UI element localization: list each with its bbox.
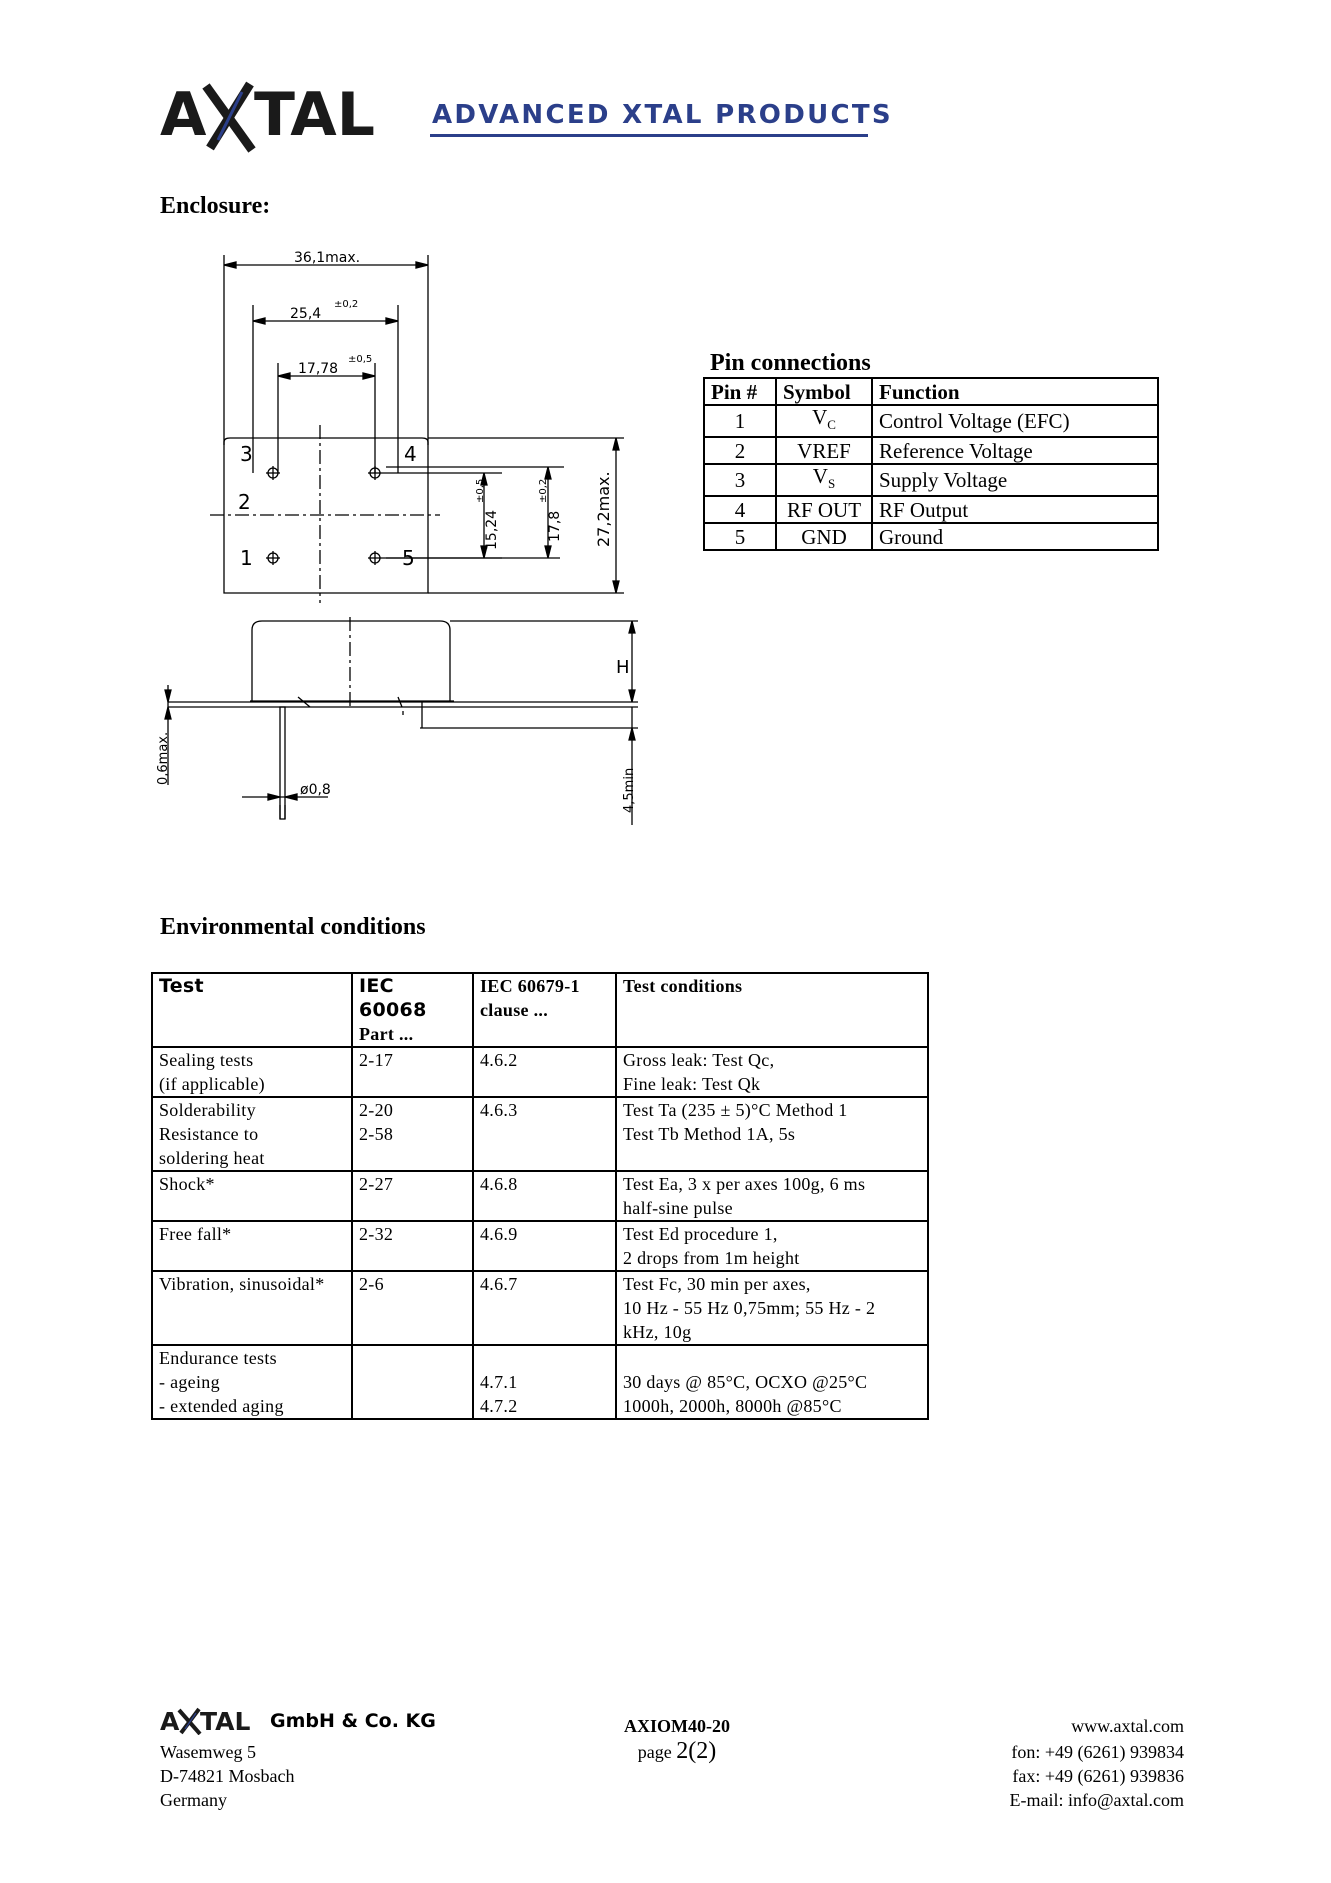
test-name: Vibration, sinusoidal* <box>152 1271 352 1345</box>
iec679-clause: 4.6.3 <box>473 1097 616 1171</box>
enclosure-drawing <box>150 245 670 825</box>
col-iec60679: IEC 60679-1 clause ... <box>473 973 616 1047</box>
dim-vpitch1-tol: ±0,5 <box>475 478 486 503</box>
pin-function: Supply Voltage <box>872 464 1158 496</box>
footer-page: page 2(2) <box>637 1738 717 1764</box>
enclosure-heading: Enclosure: <box>160 193 271 219</box>
dim-width-max: 36,1max. <box>294 250 361 266</box>
iec68-part: 2-32 <box>352 1221 473 1271</box>
pin-function: Control Voltage (EFC) <box>872 405 1158 437</box>
pin-symbol: $V_C$ <box>776 405 872 437</box>
test-conditions: Test Fc, 30 min per axes, 10 Hz - 55 Hz 0,75mm; 55 Hz - 2 kHz, 10g <box>616 1271 928 1345</box>
table-row <box>704 496 1158 523</box>
footer-country: Germany <box>160 1790 227 1810</box>
col-conditions: Test conditions <box>616 973 928 1047</box>
table-row <box>152 1221 928 1271</box>
test-conditions: Test Ta (235 ± 5)°C Method 1 Test Tb Method 1A, 5s <box>616 1097 928 1171</box>
table-row <box>152 1047 928 1097</box>
pin-number: 2 <box>704 437 776 464</box>
test-name: Shock* <box>152 1171 352 1221</box>
pin-connections-heading: Pin connections <box>710 350 871 376</box>
dim-pitch: 25,4 <box>290 306 322 322</box>
footer-doc-id: AXIOM40-20 <box>624 1716 730 1736</box>
iec68-part <box>352 1345 473 1419</box>
dim-pin-dia: ø0,8 <box>300 782 331 798</box>
dim-h: H <box>616 657 630 678</box>
test-name: Sealing tests (if applicable) <box>152 1047 352 1097</box>
environmental-heading: Environmental conditions <box>160 914 426 940</box>
company-tagline: ADVANCED XTAL PRODUCTS <box>432 100 893 130</box>
iec68-part: 2-6 <box>352 1271 473 1345</box>
test-conditions: Test Ed procedure 1, 2 drops from 1m height <box>616 1221 928 1271</box>
pin-label-1: 1 <box>240 546 253 570</box>
table-row <box>152 1171 928 1221</box>
iec679-clause: 4.6.2 <box>473 1047 616 1097</box>
tagline-underline <box>430 134 868 137</box>
svg-text:A: A <box>160 1707 180 1735</box>
footer-phone: fon: +49 (6261) 939834 <box>1011 1742 1184 1762</box>
iec679-clause: 4.6.9 <box>473 1221 616 1271</box>
pin-symbol: VREF <box>776 437 872 464</box>
table-row <box>704 437 1158 464</box>
footer-street: Wasemweg 5 <box>160 1742 257 1762</box>
test-conditions: Test Ea, 3 x per axes 100g, 6 ms half-sine pulse <box>616 1171 928 1221</box>
environmental-table <box>151 972 929 1420</box>
svg-text:TAL: TAL <box>200 1707 251 1735</box>
dim-pitch-tol: ±0,2 <box>334 299 359 310</box>
iec68-part: 2-17 <box>352 1047 473 1097</box>
test-conditions: Gross leak: Test Qc, Fine leak: Test Qk <box>616 1047 928 1097</box>
test-name: Endurance tests - ageing - extended aging <box>152 1345 352 1419</box>
test-conditions: 30 days @ 85°C, OCXO @25°C 1000h, 2000h, 8000h @85°C <box>616 1345 928 1419</box>
pin-number: 4 <box>704 496 776 523</box>
footer-email[interactable]: E-mail: info@axtal.com <box>1009 1790 1184 1810</box>
col-function: Function <box>872 378 1158 405</box>
pin-number: 5 <box>704 523 776 550</box>
col-iec60068: IEC 60068 Part ... <box>352 973 473 1047</box>
table-row <box>152 1271 928 1345</box>
footer-city: D-74821 Mosbach <box>160 1766 295 1786</box>
footer-web-link[interactable]: www.axtal.com <box>1071 1716 1184 1736</box>
dim-standoff: 0,6max. <box>156 731 171 785</box>
footer-axtal-logo <box>160 1707 270 1735</box>
col-pin: Pin # <box>704 378 776 405</box>
table-row <box>704 405 1158 437</box>
pin-label-2: 2 <box>238 490 251 514</box>
table-row <box>704 464 1158 496</box>
test-name: Free fall* <box>152 1221 352 1271</box>
test-name: Solderability Resistance to soldering heat <box>152 1097 352 1171</box>
dim-vpitch1: 15,24 <box>484 509 500 550</box>
pin-symbol: RF OUT <box>776 496 872 523</box>
dim-pitch2-tol: ±0,5 <box>348 354 373 365</box>
pin-symbol: GND <box>776 523 872 550</box>
pin-label-4: 4 <box>404 442 417 466</box>
pin-connections-table <box>703 377 1159 551</box>
pin-label-3: 3 <box>240 442 253 466</box>
axtal-logo <box>160 78 410 156</box>
dim-vpitch2: 17,8 <box>547 510 563 542</box>
svg-text:TAL: TAL <box>254 80 375 150</box>
pin-number: 1 <box>704 405 776 437</box>
svg-text:A: A <box>160 80 207 150</box>
iec68-part: 2-27 <box>352 1171 473 1221</box>
footer-company: GmbH & Co. KG <box>270 1710 436 1732</box>
iec679-clause: 4.6.7 <box>473 1271 616 1345</box>
dim-lead-length: 4,5min <box>622 767 637 813</box>
table-row <box>152 1097 928 1171</box>
footer-fax: fax: +49 (6261) 939836 <box>1012 1766 1184 1786</box>
dim-height-max: 27,2max. <box>594 471 613 547</box>
pin-function: Ground <box>872 523 1158 550</box>
col-symbol: Symbol <box>776 378 872 405</box>
table-row <box>704 523 1158 550</box>
pin-label-5: 5 <box>402 546 415 570</box>
pin-function: RF Output <box>872 496 1158 523</box>
iec68-part: 2-20 2-58 <box>352 1097 473 1171</box>
pin-function: Reference Voltage <box>872 437 1158 464</box>
iec679-clause: 4.7.1 4.7.2 <box>473 1345 616 1419</box>
dim-pitch2: 17,78 <box>298 361 339 377</box>
dim-vpitch2-tol: ±0,2 <box>538 478 549 503</box>
pin-number: 3 <box>704 464 776 496</box>
pin-table-header <box>704 378 1158 405</box>
col-test: Test <box>152 973 352 1047</box>
table-row <box>152 1345 928 1419</box>
env-table-header <box>152 973 928 1047</box>
iec679-clause: 4.6.8 <box>473 1171 616 1221</box>
pin-symbol: $V_S$ <box>776 464 872 496</box>
